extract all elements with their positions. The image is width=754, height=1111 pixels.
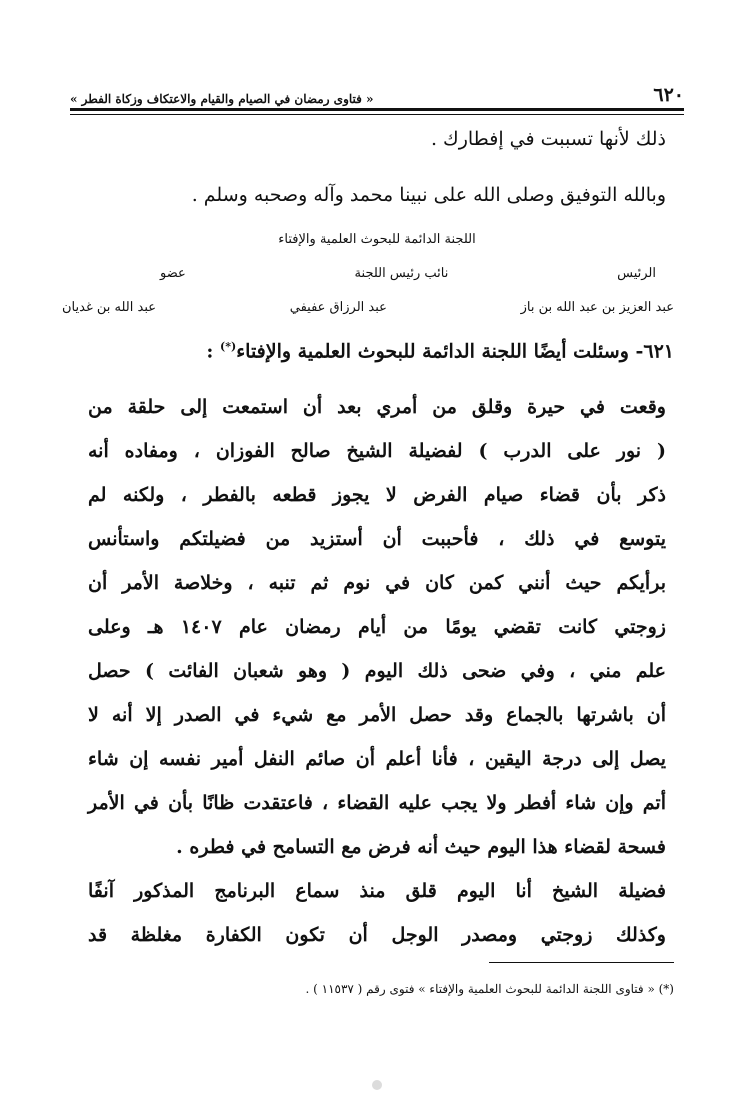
committee-title: اللجنة الدائمة للبحوث العلمية والإفتاء <box>278 232 476 247</box>
footnote: (*) « فتاوى اللجنة الدائمة للبحوث العلمية والإفتاء » فتوى رقم ( ١١٥٣٧ ) . <box>305 982 674 996</box>
scan-mark <box>372 1080 382 1090</box>
role-vice-chairman: نائب رئيس اللجنة <box>354 266 449 281</box>
page-number: ٦٢٠ <box>653 84 684 106</box>
question-heading-colon: : <box>206 340 214 363</box>
intro-line: وبالله التوفيق وصلى الله على نبينا محمد وآله وصحبه وسلم . <box>191 184 666 206</box>
question-body-line: فضيلة الشيخ أنا اليوم قلق منذ سماع البرنامج المذكور آنفًا <box>88 880 666 902</box>
question-body-line: يتوسع في ذلك ، فأحببت أن أستزيد من فضيلتكم واستأنس <box>88 528 666 550</box>
signature-names <box>62 300 674 315</box>
question-body-line: برأيكم حيث أنني كمن كان في نوم ثم تنبه ، وخلاصة الأمر أن <box>88 572 666 594</box>
question-body-line: وكذلك زوجتي ومصدر الوجل أن تكون الكفارة مغلظة قد <box>88 924 666 946</box>
question-heading-text: ٦٢١- وسئلت أيضًا اللجنة الدائمة للبحوث العلمية والإفتاء <box>236 340 674 363</box>
header-rule-thin <box>70 114 684 115</box>
signature-roles <box>160 266 656 281</box>
question-body-line: زوجتي كانت تقضي يومًا من أيام رمضان عام ١٤٠٧ هـ وعلى <box>88 616 666 638</box>
signatory-name: عبد العزيز بن عبد الله بن باز <box>520 300 674 315</box>
signatory-name: عبد الرزاق عفيفي <box>289 300 387 315</box>
question-body-line: يصل إلى درجة اليقين ، فأنا أعلم أن صائم النفل أمير نفسه إن شاء <box>88 748 666 770</box>
question-body-line: فسحة لقضاء هذا اليوم حيث أنه فرض مع التسامح في فطره . <box>176 836 666 858</box>
footnote-rule <box>489 962 674 963</box>
question-body-line: ذكر بأن قضاء صيام الفرض لا يجوز قطعه بالفطر ، ولكنه لم <box>88 484 666 506</box>
footnote-marker: (*) <box>220 340 237 353</box>
question-heading <box>88 340 674 362</box>
question-body-line: علم مني ، وفي ضحى ذلك اليوم ( وهو شعبان الفائت ) حصل <box>88 660 666 682</box>
intro-line: ذلك لأنها تسببت في إفطارك . <box>430 128 666 150</box>
question-body-line: ( نور على الدرب ) لفضيلة الشيخ صالح الفوزان ، ومفاده أنه <box>88 440 666 462</box>
question-body-line: وقعت في حيرة وقلق من أمري بعد أن استمعت إلى حلقة من <box>88 396 666 418</box>
header-rule <box>70 108 684 111</box>
question-body-line: أن باشرتها بالجماع وقد حصل الأمر مع شيء في الصدر إلا أنه لا <box>88 704 666 726</box>
role-chairman: الرئيس <box>617 266 656 281</box>
question-body-line: أتم وإن شاء أفطر ولا يجب عليه القضاء ، فاعتقدت ظانًا بأن في الأمر <box>88 792 666 814</box>
role-member: عضو <box>160 266 186 281</box>
signatory-name: عبد الله بن غديان <box>62 300 157 315</box>
running-header <box>70 80 684 106</box>
running-title: « فتاوى رمضان في الصيام والقيام والاعتكاف وزكاة الفطر » <box>70 92 374 106</box>
